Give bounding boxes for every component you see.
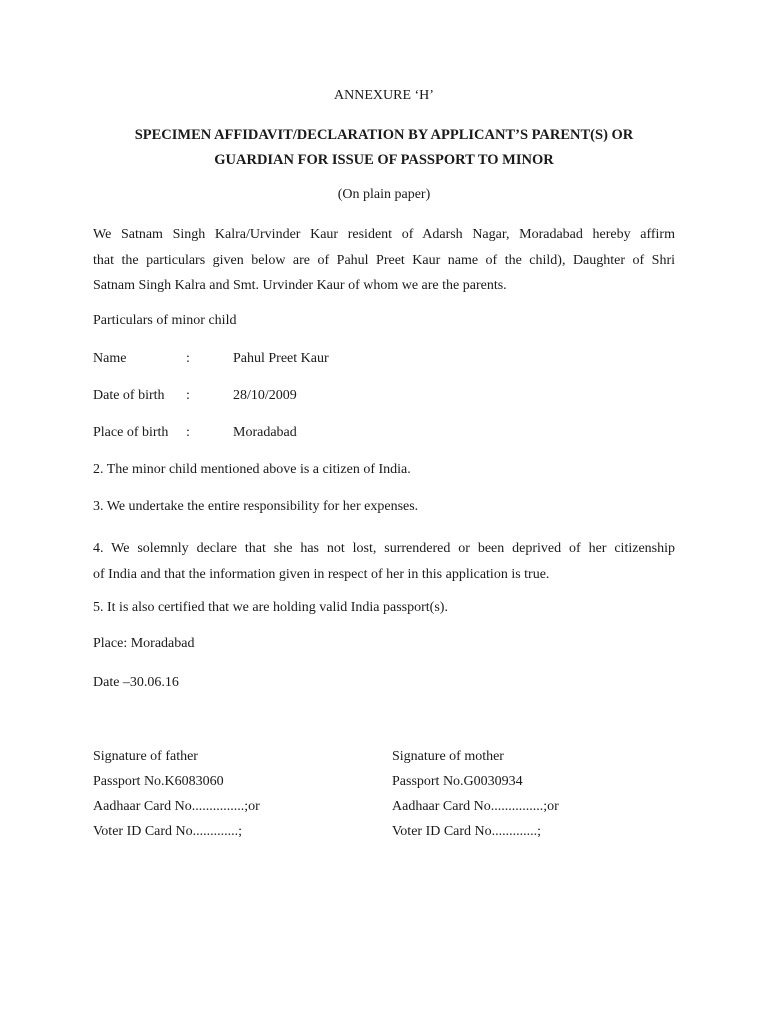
annexure-heading: ANNEXURE ‘H’ xyxy=(334,88,434,103)
particular-label: Date of birth xyxy=(93,388,165,403)
mother-aadhaar: Aadhaar Card No...............;or xyxy=(392,799,559,814)
particular-colon: : xyxy=(186,351,190,366)
father-signature-label: Signature of father xyxy=(93,749,198,764)
date-line: Date –30.06.16 xyxy=(93,675,179,690)
mother-signature-label: Signature of mother xyxy=(392,749,504,764)
father-passport: Passport No.K6083060 xyxy=(93,774,224,789)
father-signature-block xyxy=(93,744,260,844)
document-title-line-1: SPECIMEN AFFIDAVIT/DECLARATION BY APPLICANT’S PARENT(S) OR xyxy=(134,127,634,143)
particulars-heading: Particulars of minor child xyxy=(93,313,237,328)
declaration-4-line: of India and that the information given in respect of her in this application is true. xyxy=(93,566,550,582)
declaration-3: 3. We undertake the entire responsibility for her expenses. xyxy=(93,499,419,514)
particular-label: Name xyxy=(93,351,127,366)
particular-value: 28/10/2009 xyxy=(233,388,297,403)
document-title-line-2: GUARDIAN FOR ISSUE OF PASSPORT TO MINOR xyxy=(214,152,554,168)
declaration-5: 5. It is also certified that we are holding valid India passport(s). xyxy=(93,600,448,615)
intro-paragraph xyxy=(93,222,675,299)
particular-colon: : xyxy=(186,388,190,403)
declaration-2: 2. The minor child mentioned above is a citizen of India. xyxy=(93,462,411,477)
mother-passport: Passport No.G0030934 xyxy=(392,774,523,789)
intro-line: that the particulars given below are of Pahul Preet Kaur name of the child), Daughter of Shri xyxy=(93,252,675,268)
place-line: Place: Moradabad xyxy=(93,636,195,651)
mother-voter-id: Voter ID Card No.............; xyxy=(392,824,542,839)
particular-value: Pahul Preet Kaur xyxy=(233,351,329,366)
intro-line: We Satnam Singh Kalra/Urvinder Kaur resident of Adarsh Nagar, Moradabad hereby affirm xyxy=(93,227,675,242)
declaration-4 xyxy=(93,536,675,587)
particular-label: Place of birth xyxy=(93,425,169,440)
particular-colon: : xyxy=(186,425,190,440)
mother-signature-block xyxy=(392,744,559,844)
father-voter-id: Voter ID Card No.............; xyxy=(93,824,243,839)
particular-value: Moradabad xyxy=(233,425,297,440)
father-aadhaar: Aadhaar Card No...............;or xyxy=(93,799,260,814)
intro-line: Satnam Singh Kalra and Smt. Urvinder Kaur of whom we are the parents. xyxy=(93,278,507,293)
declaration-4-line: 4. We solemnly declare that she has not lost, surrendered or been deprived of her citizenship xyxy=(93,541,675,556)
paper-note: (On plain paper) xyxy=(337,187,431,202)
